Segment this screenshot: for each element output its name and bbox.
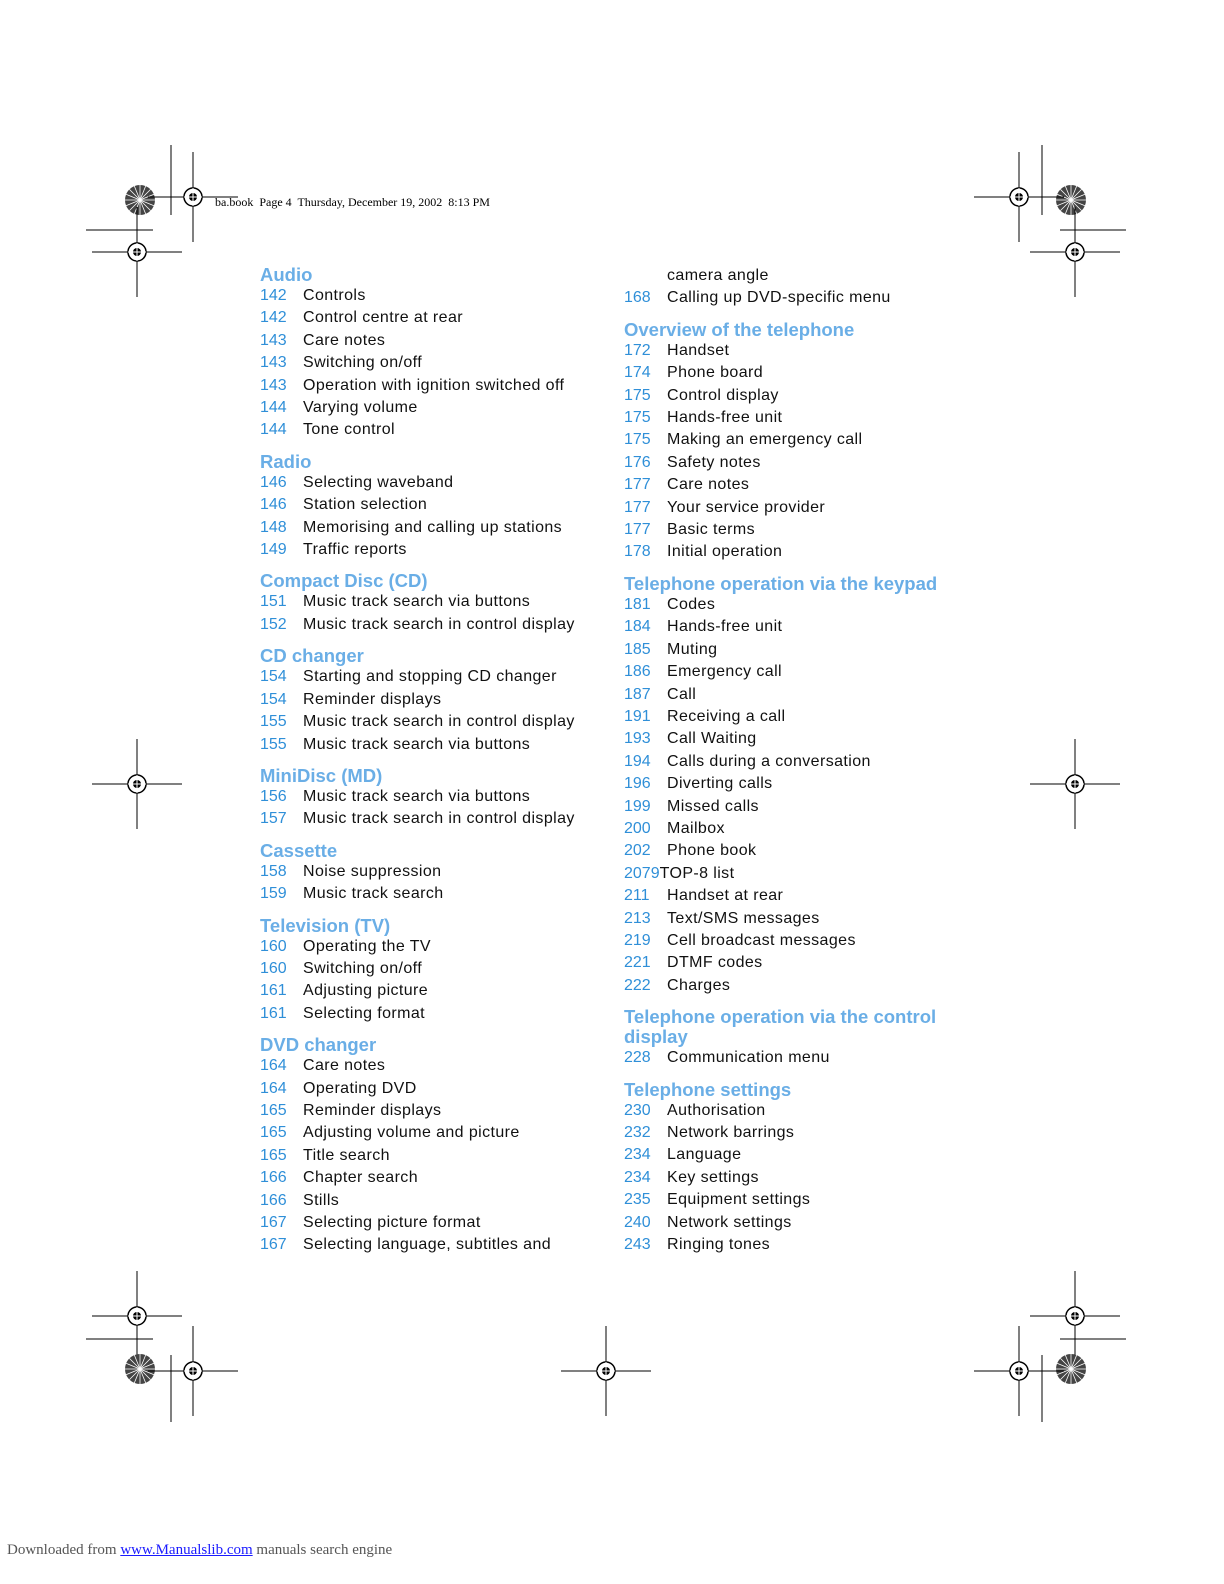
page-number: 142 <box>260 309 287 327</box>
page-number: 211 <box>624 887 650 905</box>
toc-entry[interactable] <box>260 689 620 711</box>
page-number: 159 <box>260 885 287 903</box>
page-number: 234 <box>624 1168 651 1186</box>
toc-section <box>624 1007 984 1069</box>
toc-entry[interactable] <box>624 541 984 563</box>
manualslib-link[interactable]: www.Manualslib.com <box>120 1542 253 1558</box>
toc-entry[interactable] <box>260 1145 620 1167</box>
toc-section <box>260 646 620 756</box>
entry-title: DTMF codes <box>667 954 763 972</box>
entry-title: Adjusting volume and picture <box>303 1124 520 1142</box>
toc-entry[interactable] <box>260 786 620 808</box>
toc-entry[interactable] <box>624 952 984 974</box>
page-number: 240 <box>624 1213 651 1231</box>
page-number: 146 <box>260 496 287 514</box>
toc-entry[interactable] <box>624 728 984 750</box>
page-number: 146 <box>260 473 287 491</box>
page-number: 243 <box>624 1236 651 1254</box>
toc-entry[interactable] <box>260 1055 620 1077</box>
entry-title: Handset at rear <box>667 887 784 905</box>
toc-entry[interactable] <box>260 397 620 419</box>
page-number: 177 <box>624 498 651 516</box>
toc-entry[interactable] <box>624 975 984 997</box>
toc-entry[interactable] <box>260 517 620 539</box>
page-number: 152 <box>260 615 287 633</box>
entry-title: Making an emergency call <box>667 431 863 449</box>
toc-section <box>260 571 620 636</box>
entry-title: Switching on/off <box>303 959 423 977</box>
page-number: 172 <box>624 341 651 359</box>
toc-section <box>624 320 984 564</box>
entry-title: Station selection <box>303 496 428 514</box>
toc-entry[interactable] <box>260 883 620 905</box>
toc-entry[interactable] <box>624 340 984 362</box>
entry-title: Title search <box>303 1146 390 1164</box>
entry-title: Noise suppression <box>303 862 442 880</box>
page-number: 161 <box>260 1004 287 1022</box>
toc-entry[interactable] <box>260 808 620 830</box>
toc-entry[interactable] <box>260 494 620 516</box>
entry-title: Communication menu <box>667 1049 830 1067</box>
page-number: 160 <box>260 959 287 977</box>
page-number: 143 <box>260 331 287 349</box>
entry-title: Selecting picture format <box>303 1214 481 1231</box>
page-number: 221 <box>624 954 651 972</box>
toc-entry[interactable] <box>624 407 984 429</box>
entry-title: Missed calls <box>667 797 759 815</box>
entry-title: Starting and stopping CD changer <box>303 668 557 686</box>
entry-title: Emergency call <box>667 663 782 681</box>
page-number: 142 <box>260 287 287 304</box>
entry-title: camera angle <box>667 267 769 284</box>
toc-entry[interactable] <box>624 1144 984 1166</box>
page-number: 154 <box>260 668 287 686</box>
entry-title: Key settings <box>667 1168 759 1186</box>
page-number: 144 <box>260 421 287 439</box>
toc-entry[interactable] <box>624 908 984 930</box>
toc-entry[interactable] <box>624 1234 984 1256</box>
toc-entry[interactable] <box>624 452 984 474</box>
page-number: 149 <box>260 541 287 559</box>
entry-title: Language <box>667 1146 742 1164</box>
page-number: 155 <box>260 735 287 753</box>
toc-section <box>260 841 620 906</box>
print-datetime: Thursday, December 19, 2002 8:13 PM <box>297 195 490 209</box>
toc-entry[interactable] <box>624 1047 984 1069</box>
entry-title: Call Waiting <box>667 730 757 748</box>
entry-title: Calling up DVD-specific menu <box>667 289 891 307</box>
entry-title: Selecting language, subtitles and <box>303 1236 552 1254</box>
page-number: 181 <box>624 595 651 613</box>
toc-entry[interactable] <box>260 614 620 636</box>
page-number: 167 <box>260 1236 287 1254</box>
entry-title: Operating DVD <box>303 1079 417 1097</box>
entry-title: Selecting format <box>303 1004 426 1022</box>
page-number: 166 <box>260 1191 287 1209</box>
toc-entry[interactable] <box>624 751 984 773</box>
page-number: 2079 <box>624 864 660 882</box>
page-number: 230 <box>624 1101 651 1119</box>
book-name: ba.book <box>215 195 254 209</box>
page-number: 156 <box>260 787 287 805</box>
section-heading[interactable]: CD changer <box>260 645 364 667</box>
page-number: 177 <box>624 521 651 539</box>
toc-entry[interactable] <box>260 419 620 441</box>
toc-entry[interactable] <box>260 1003 620 1025</box>
page-number: 185 <box>624 640 651 658</box>
entry-title: Hands-free unit <box>667 409 783 427</box>
toc-entry[interactable] <box>624 930 984 952</box>
toc-entry[interactable] <box>624 497 984 519</box>
toc-section <box>624 1080 984 1257</box>
section-heading[interactable]: Telephone operation via the keypad <box>624 572 938 594</box>
entry-title: Adjusting picture <box>303 982 429 1000</box>
entry-title: Phone board <box>667 364 764 382</box>
entry-title: Music track search via buttons <box>303 735 531 753</box>
entry-title: Switching on/off <box>303 354 423 372</box>
page-number: 213 <box>624 909 651 927</box>
page-number: 228 <box>624 1049 651 1067</box>
entry-title: Care notes <box>303 331 386 349</box>
page-number: 175 <box>624 409 651 427</box>
toc-section <box>260 766 620 831</box>
toc-entry[interactable] <box>624 1189 984 1211</box>
page-number: 200 <box>624 819 651 837</box>
toc-entry[interactable] <box>260 307 620 329</box>
toc-entry[interactable] <box>260 1122 620 1144</box>
page-number: 164 <box>260 1079 287 1097</box>
section-heading[interactable]: Radio <box>260 450 312 472</box>
entry-title: Control centre at rear <box>303 309 463 327</box>
page-number: 202 <box>624 842 651 860</box>
entry-title: Codes <box>667 595 716 613</box>
page-number: 143 <box>260 354 287 372</box>
toc-entry[interactable] <box>624 1100 984 1122</box>
entry-title: Ringing tones <box>667 1236 771 1254</box>
page-number: 143 <box>260 376 287 394</box>
entry-title: Network barrings <box>667 1124 795 1141</box>
toc-entry[interactable] <box>624 863 984 885</box>
toc-entry[interactable] <box>624 616 984 638</box>
section-heading[interactable]: Cassette <box>260 839 338 861</box>
toc-section <box>260 1035 620 1257</box>
page-number: 176 <box>624 453 651 471</box>
entry-title: Reminder displays <box>303 690 442 708</box>
page-number: 222 <box>624 976 651 994</box>
entry-title: Music track search in control display <box>303 615 575 633</box>
toc-entry[interactable] <box>260 472 620 494</box>
toc-entry[interactable] <box>260 711 620 733</box>
section-heading[interactable]: Compact Disc (CD) <box>260 570 428 592</box>
entry-title: Muting <box>667 640 718 658</box>
page-number: 144 <box>260 399 287 417</box>
toc-entry[interactable] <box>260 936 620 958</box>
page-number: 157 <box>260 810 287 828</box>
toc-entry[interactable] <box>624 818 984 840</box>
page-number: 196 <box>624 775 651 793</box>
toc-entry[interactable] <box>624 519 984 541</box>
toc-entry[interactable] <box>260 1234 620 1256</box>
section-heading[interactable]: MiniDisc (MD) <box>260 764 383 786</box>
toc-entry[interactable] <box>260 352 620 374</box>
toc-entry[interactable] <box>260 539 620 561</box>
entry-title: Call <box>667 685 697 703</box>
section-heading[interactable]: Audio <box>260 264 313 285</box>
entry-title: Chapter search <box>303 1169 418 1187</box>
toc-entry[interactable] <box>624 773 984 795</box>
entry-title: Authorisation <box>667 1101 766 1119</box>
page-number: 165 <box>260 1124 287 1142</box>
page-number: 165 <box>260 1146 287 1164</box>
entry-title: Care notes <box>303 1057 386 1075</box>
toc-entry[interactable] <box>624 1122 984 1144</box>
page-number: 175 <box>624 386 651 404</box>
entry-title: Music track search via buttons <box>303 787 531 805</box>
entry-title: Operating the TV <box>303 937 431 955</box>
page-number: 186 <box>624 663 651 681</box>
toc-entry[interactable] <box>624 885 984 907</box>
entry-title: Network settings <box>667 1213 792 1231</box>
entry-title: Basic terms <box>667 521 755 539</box>
section-heading[interactable]: Television (TV) <box>260 914 391 936</box>
toc-entry[interactable] <box>624 385 984 407</box>
toc-entry[interactable] <box>260 1212 620 1234</box>
page-number: 219 <box>624 931 651 949</box>
entry-title: Text/SMS messages <box>667 909 820 927</box>
entry-title: Diverting calls <box>667 775 773 793</box>
toc-section <box>624 574 984 997</box>
toc-entry[interactable] <box>260 666 620 688</box>
page-number: 184 <box>624 618 651 636</box>
entry-title: Care notes <box>667 476 750 494</box>
page-number: 164 <box>260 1057 287 1075</box>
page-number: 160 <box>260 937 287 955</box>
entry-title: Traffic reports <box>303 541 407 559</box>
page-number: 155 <box>260 713 287 731</box>
page-number: 166 <box>260 1169 287 1187</box>
entry-title: Charges <box>667 976 731 994</box>
page-label: Page 4 <box>259 195 292 209</box>
footer-suffix: manuals search engine <box>256 1542 393 1558</box>
entry-title: Cell broadcast messages <box>667 931 856 949</box>
toc-entry[interactable] <box>260 285 620 307</box>
entry-title: Stills <box>303 1191 340 1209</box>
toc-entry[interactable] <box>624 287 984 309</box>
entry-title: Your service provider <box>667 498 826 516</box>
toc-entry[interactable] <box>624 429 984 451</box>
toc-entry[interactable] <box>624 840 984 862</box>
toc-entry[interactable] <box>624 796 984 818</box>
toc-entry[interactable] <box>624 362 984 384</box>
page-number: 167 <box>260 1214 287 1231</box>
page-number: 174 <box>624 364 651 382</box>
entry-title: Tone control <box>303 421 395 439</box>
entry-title: Varying volume <box>303 399 418 417</box>
toc-entry[interactable] <box>260 1100 620 1122</box>
toc-entry[interactable] <box>260 591 620 613</box>
left-column <box>260 265 620 1267</box>
entry-title: Music track search <box>303 885 444 903</box>
footer <box>7 1542 392 1559</box>
toc-entry[interactable] <box>624 706 984 728</box>
page-number: 168 <box>624 289 651 307</box>
page-number: 193 <box>624 730 651 748</box>
entry-title: Controls <box>303 287 366 304</box>
section-heading[interactable]: Telephone operation via the control display <box>624 1006 937 1048</box>
entry-title: Equipment settings <box>667 1191 811 1209</box>
toc-entry[interactable] <box>260 330 620 352</box>
page-number: 235 <box>624 1191 651 1209</box>
entry-title: Initial operation <box>667 543 783 561</box>
page-number: 175 <box>624 431 651 449</box>
section-heading[interactable]: Telephone settings <box>624 1078 792 1100</box>
entry-title: Hands-free unit <box>667 618 783 636</box>
footer-prefix: Downloaded from <box>7 1542 117 1558</box>
toc-entry[interactable] <box>624 594 984 616</box>
toc-entry[interactable] <box>260 958 620 980</box>
section-heading[interactable]: Overview of the telephone <box>624 318 855 340</box>
section-heading[interactable]: DVD changer <box>260 1034 377 1056</box>
right-column <box>624 265 984 1266</box>
entry-title: Music track search via buttons <box>303 593 531 611</box>
entry-title: Selecting waveband <box>303 473 454 491</box>
entry-title: Safety notes <box>667 453 761 471</box>
toc-entry[interactable] <box>624 265 984 287</box>
toc-entry[interactable] <box>260 861 620 883</box>
entry-title: TOP-8 list <box>659 864 735 882</box>
toc-entry[interactable] <box>624 1167 984 1189</box>
page-number: 161 <box>260 982 287 1000</box>
toc-entry[interactable] <box>624 474 984 496</box>
toc-entry[interactable] <box>260 1167 620 1189</box>
toc-section <box>260 265 620 442</box>
page-number: 178 <box>624 543 651 561</box>
entry-title: Receiving a call <box>667 707 786 725</box>
toc-entry[interactable] <box>260 734 620 756</box>
toc-entry[interactable] <box>624 684 984 706</box>
page-number: 177 <box>624 476 651 494</box>
toc-entry[interactable] <box>624 639 984 661</box>
entry-title: Mailbox <box>667 819 725 837</box>
entry-title: Operation with ignition switched off <box>303 376 565 394</box>
entry-title: Music track search in control display <box>303 713 575 731</box>
page-number: 158 <box>260 862 287 880</box>
continued-entries <box>624 265 984 310</box>
page-number: 191 <box>624 707 651 725</box>
page-number: 194 <box>624 752 651 770</box>
entry-title: Phone book <box>667 842 757 860</box>
toc-entry[interactable] <box>624 661 984 683</box>
entry-title: Calls during a conversation <box>667 752 871 770</box>
toc-section <box>260 916 620 1026</box>
entry-title: Reminder displays <box>303 1101 442 1119</box>
entry-title: Music track search in control display <box>303 810 575 828</box>
print-header <box>215 195 490 210</box>
toc-entry[interactable] <box>624 1212 984 1234</box>
page-number: 148 <box>260 518 287 536</box>
toc-entry[interactable] <box>260 1190 620 1212</box>
toc-section <box>260 452 620 562</box>
page-number: 234 <box>624 1146 651 1164</box>
page-number: 165 <box>260 1101 287 1119</box>
page-number: 187 <box>624 685 651 703</box>
entry-title: Handset <box>667 341 730 359</box>
toc-entry[interactable] <box>260 1078 620 1100</box>
toc-entry[interactable] <box>260 375 620 397</box>
page-number: 151 <box>260 593 287 611</box>
page-number: 199 <box>624 797 651 815</box>
page-number: 232 <box>624 1124 651 1141</box>
page-number: 154 <box>260 690 287 708</box>
entry-title: Control display <box>667 386 779 404</box>
entry-title: Memorising and calling up stations <box>303 518 563 536</box>
toc-entry[interactable] <box>260 980 620 1002</box>
